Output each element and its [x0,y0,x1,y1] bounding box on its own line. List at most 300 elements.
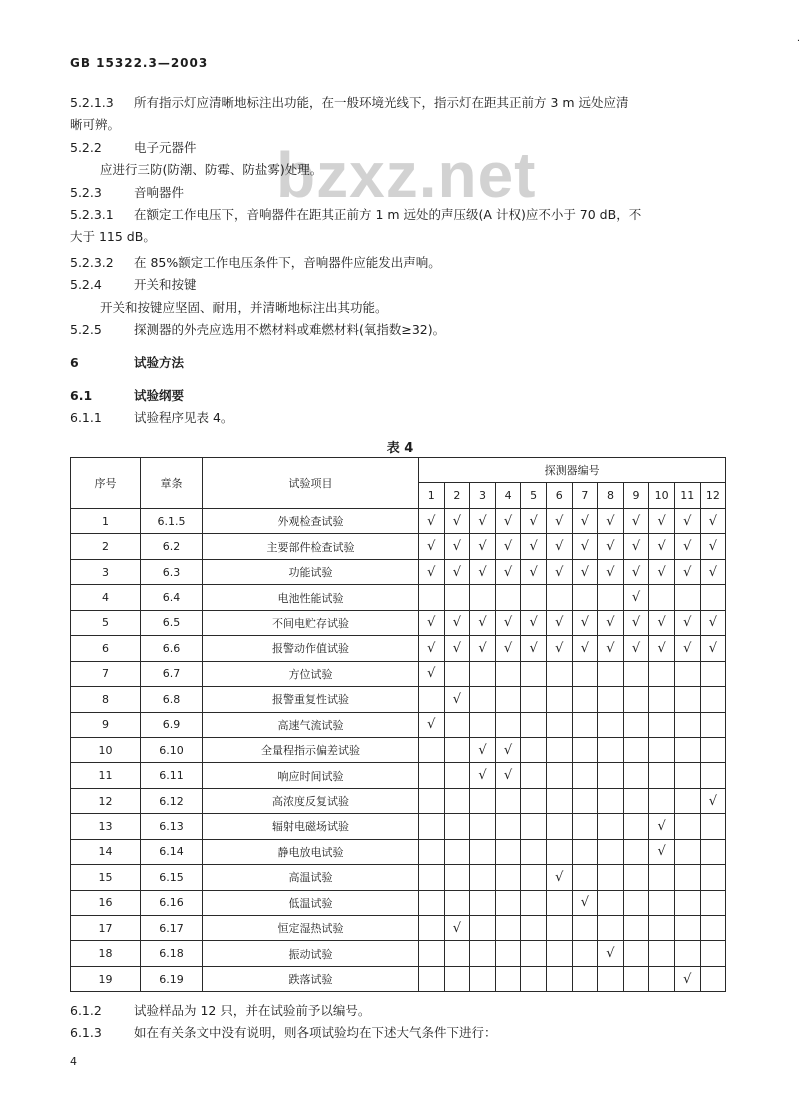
cell-seq: 14 [71,839,141,864]
empty-cell [598,839,624,864]
cell-item: 高温试验 [203,865,419,890]
empty-cell [649,763,675,788]
empty-cell [521,585,547,610]
table-row [71,585,726,610]
table-row [71,636,726,661]
paragraph [70,137,730,159]
empty-cell [521,712,547,737]
empty-cell [623,687,649,712]
cell-clause: 6.14 [141,839,203,864]
cell-seq: 2 [71,534,141,559]
empty-cell [546,839,572,864]
check-mark: √ [521,636,547,661]
table-row [71,916,726,941]
empty-cell [649,585,675,610]
empty-cell [649,941,675,966]
clause-number: 5.2.5 [70,322,102,337]
cell-seq: 12 [71,788,141,813]
test-procedure-table [70,457,726,992]
check-mark: √ [521,534,547,559]
table-row [71,559,726,584]
clause-number: 5.2.3.1 [70,207,114,222]
empty-cell [700,814,726,839]
empty-cell [470,788,496,813]
empty-cell [419,839,445,864]
empty-cell [470,865,496,890]
empty-cell [598,737,624,762]
empty-cell [521,865,547,890]
empty-cell [546,585,572,610]
empty-cell [444,814,470,839]
check-mark: √ [419,712,445,737]
paragraph-text: 晰可辨。 [70,117,121,132]
cell-item: 方位试验 [203,661,419,686]
empty-cell [674,865,700,890]
paragraph-text: 所有指示灯应清晰地标注出功能，在一般环境光线下，指示灯在距其正前方 3 m 远处应清 [134,95,629,110]
detector-number-header: 6 [546,483,572,509]
empty-cell [700,712,726,737]
empty-cell [495,788,521,813]
detector-number-header: 3 [470,483,496,509]
empty-cell [674,712,700,737]
check-mark: √ [598,636,624,661]
check-mark: √ [572,509,598,534]
empty-cell [700,916,726,941]
paragraph-text: 开关和按键应坚固、耐用，并清晰地标注出其功能。 [100,300,388,315]
clause-number: 5.2.4 [70,277,102,292]
check-mark: √ [623,610,649,635]
check-mark: √ [700,509,726,534]
paragraph-text: 如在有关条文中没有说明，则各项试验均在下述大气条件下进行： [134,1025,497,1040]
empty-cell [444,839,470,864]
check-mark: √ [521,610,547,635]
check-mark: √ [674,610,700,635]
empty-cell [649,687,675,712]
cell-clause: 6.9 [141,712,203,737]
empty-cell [649,788,675,813]
paragraph-text: 在 85%额定工作电压条件下，音响器件应能发出声响。 [134,255,441,270]
empty-cell [546,737,572,762]
empty-cell [674,661,700,686]
check-mark: √ [444,687,470,712]
empty-cell [470,661,496,686]
cell-clause: 6.1.5 [141,509,203,534]
empty-cell [649,661,675,686]
check-mark: √ [495,559,521,584]
empty-cell [598,687,624,712]
empty-cell [598,712,624,737]
cell-seq: 9 [71,712,141,737]
check-mark: √ [623,509,649,534]
cell-clause: 6.15 [141,865,203,890]
empty-cell [495,839,521,864]
cell-item: 静电放电试验 [203,839,419,864]
empty-cell [598,890,624,915]
check-mark: √ [419,661,445,686]
check-mark: √ [700,534,726,559]
cell-seq: 8 [71,687,141,712]
cell-seq: 5 [71,610,141,635]
empty-cell [521,839,547,864]
empty-cell [470,814,496,839]
cell-seq: 17 [71,916,141,941]
cell-seq: 4 [71,585,141,610]
empty-cell [700,585,726,610]
paragraph-text: 应进行三防(防潮、防霉、防盐雾)处理。 [100,162,323,177]
table-row [71,712,726,737]
paragraph [70,114,730,136]
check-mark: √ [649,509,675,534]
cell-clause: 6.2 [141,534,203,559]
page-number: 4 [70,1055,77,1068]
empty-cell [546,916,572,941]
cell-clause: 6.11 [141,763,203,788]
table-row [71,534,726,559]
empty-cell [674,941,700,966]
detector-number-header: 1 [419,483,445,509]
empty-cell [598,585,624,610]
check-mark: √ [444,916,470,941]
check-mark: √ [623,585,649,610]
check-mark: √ [419,534,445,559]
empty-cell [470,712,496,737]
empty-cell [521,763,547,788]
check-mark: √ [623,559,649,584]
check-mark: √ [419,610,445,635]
empty-cell [623,737,649,762]
detector-number-header: 5 [521,483,547,509]
empty-cell [572,737,598,762]
paragraph [70,159,760,181]
empty-cell [521,890,547,915]
check-mark: √ [649,814,675,839]
empty-cell [623,763,649,788]
empty-cell [470,916,496,941]
check-mark: √ [649,559,675,584]
empty-cell [674,788,700,813]
clause-number: 5.2.3.2 [70,255,114,270]
empty-cell [521,941,547,966]
check-mark: √ [521,509,547,534]
empty-cell [419,941,445,966]
cell-item: 恒定湿热试验 [203,916,419,941]
empty-cell [674,737,700,762]
paragraph-text: 开关和按键 [134,277,197,292]
empty-cell [495,916,521,941]
cell-clause: 6.13 [141,814,203,839]
detector-number-header: 8 [598,483,624,509]
cell-clause: 6.10 [141,737,203,762]
check-mark: √ [700,610,726,635]
cell-item: 功能试验 [203,559,419,584]
cell-seq: 7 [71,661,141,686]
check-mark: √ [495,763,521,788]
empty-cell [649,890,675,915]
check-mark: √ [419,636,445,661]
empty-cell [598,661,624,686]
check-mark: √ [572,890,598,915]
empty-cell [546,941,572,966]
empty-cell [521,814,547,839]
empty-cell [444,763,470,788]
paragraph [70,204,730,226]
empty-cell [623,839,649,864]
table-row [71,941,726,966]
empty-cell [419,585,445,610]
table-row [71,890,726,915]
cell-seq: 16 [71,890,141,915]
header-seq: 序号 [71,458,141,509]
empty-cell [495,712,521,737]
table-row [71,687,726,712]
header-detector-number: 探测器编号 [419,458,726,483]
empty-cell [495,966,521,991]
check-mark: √ [495,737,521,762]
empty-cell [419,890,445,915]
cell-clause: 6.18 [141,941,203,966]
empty-cell [495,814,521,839]
paragraph [70,297,760,319]
empty-cell [572,839,598,864]
table-row [71,737,726,762]
cell-item: 报警重复性试验 [203,687,419,712]
clause-number: 6.1.2 [70,1003,102,1018]
clause-number: 6.1.3 [70,1025,102,1040]
detector-number-header: 12 [700,483,726,509]
check-mark: √ [572,636,598,661]
cell-seq: 18 [71,941,141,966]
cell-clause: 6.7 [141,661,203,686]
check-mark: √ [649,636,675,661]
empty-cell [572,661,598,686]
check-mark: √ [674,534,700,559]
table-row [71,661,726,686]
cell-item: 低温试验 [203,890,419,915]
paragraph [70,407,730,429]
cell-item: 响应时间试验 [203,763,419,788]
empty-cell [444,661,470,686]
empty-cell [546,763,572,788]
empty-cell [470,890,496,915]
cell-seq: 3 [71,559,141,584]
check-mark: √ [649,534,675,559]
empty-cell [419,737,445,762]
paragraph-text: 电子元器件 [134,140,197,155]
cell-clause: 6.6 [141,636,203,661]
check-mark: √ [495,636,521,661]
empty-cell [546,966,572,991]
empty-cell [623,814,649,839]
check-mark: √ [419,509,445,534]
check-mark: √ [444,610,470,635]
standard-number-header: GB 15322.3—2003 [70,56,209,70]
cell-seq: 6 [71,636,141,661]
empty-cell [546,661,572,686]
empty-cell [700,661,726,686]
empty-cell [521,737,547,762]
empty-cell [470,941,496,966]
empty-cell [495,865,521,890]
corner-mark: · [796,36,800,47]
check-mark: √ [521,559,547,584]
empty-cell [521,687,547,712]
empty-cell [623,966,649,991]
paragraph-text: 试验程序见表 4。 [134,410,234,425]
clause-number: 6.1 [70,388,93,403]
check-mark: √ [546,534,572,559]
empty-cell [495,941,521,966]
cell-item: 主要部件检查试验 [203,534,419,559]
paragraph [70,252,730,274]
paragraph-text: 试验纲要 [134,388,185,403]
empty-cell [623,712,649,737]
empty-cell [598,966,624,991]
empty-cell [444,788,470,813]
cell-item: 高浓度反复试验 [203,788,419,813]
check-mark: √ [546,559,572,584]
empty-cell [470,839,496,864]
empty-cell [674,585,700,610]
header-clause: 章条 [141,458,203,509]
empty-cell [444,737,470,762]
cell-seq: 11 [71,763,141,788]
clause-number: 5.2.2 [70,140,102,155]
check-mark: √ [444,534,470,559]
cell-item: 辐射电磁场试验 [203,814,419,839]
empty-cell [444,941,470,966]
empty-cell [623,788,649,813]
check-mark: √ [623,636,649,661]
empty-cell [572,916,598,941]
cell-seq: 10 [71,737,141,762]
cell-clause: 6.17 [141,916,203,941]
paragraph-text: 在额定工作电压下，音响器件在距其正前方 1 m 远处的声压级(A 计权)应不小于 70 dB，不 [134,207,642,222]
empty-cell [495,687,521,712]
check-mark: √ [470,559,496,584]
empty-cell [470,687,496,712]
empty-cell [572,814,598,839]
paragraph-text: 试验样品为 12 只，并在试验前予以编号。 [134,1003,371,1018]
empty-cell [674,916,700,941]
empty-cell [700,890,726,915]
empty-cell [649,966,675,991]
check-mark: √ [546,865,572,890]
check-mark: √ [674,636,700,661]
detector-number-header: 10 [649,483,675,509]
empty-cell [674,814,700,839]
empty-cell [495,661,521,686]
check-mark: √ [700,636,726,661]
cell-clause: 6.8 [141,687,203,712]
check-mark: √ [444,509,470,534]
empty-cell [649,916,675,941]
cell-item: 全量程指示偏差试验 [203,737,419,762]
empty-cell [623,916,649,941]
empty-cell [444,890,470,915]
cell-clause: 6.5 [141,610,203,635]
empty-cell [521,966,547,991]
empty-cell [649,865,675,890]
cell-seq: 1 [71,509,141,534]
cell-item: 不间电贮存试验 [203,610,419,635]
cell-item: 电池性能试验 [203,585,419,610]
table-row [71,610,726,635]
empty-cell [700,687,726,712]
empty-cell [572,712,598,737]
cell-clause: 6.12 [141,788,203,813]
check-mark: √ [572,610,598,635]
empty-cell [674,839,700,864]
table-row [71,865,726,890]
empty-cell [572,966,598,991]
empty-cell [546,712,572,737]
check-mark: √ [598,941,624,966]
empty-cell [444,966,470,991]
paragraph [70,385,730,407]
check-mark: √ [598,509,624,534]
empty-cell [419,966,445,991]
paragraph-text: 探测器的外壳应选用不燃材料或难燃材料(氧指数≥32)。 [134,322,446,337]
check-mark: √ [470,534,496,559]
empty-cell [572,865,598,890]
check-mark: √ [649,839,675,864]
clause-number: 5.2.1.3 [70,95,114,110]
empty-cell [700,941,726,966]
empty-cell [470,585,496,610]
empty-cell [546,687,572,712]
empty-cell [674,763,700,788]
check-mark: √ [623,534,649,559]
empty-cell [419,788,445,813]
paragraph [70,226,730,248]
check-mark: √ [546,610,572,635]
table-title: 表 4 [386,441,414,456]
paragraph [70,319,730,341]
detector-number-header: 4 [495,483,521,509]
check-mark: √ [470,763,496,788]
table-row [71,509,726,534]
empty-cell [419,687,445,712]
check-mark: √ [495,610,521,635]
check-mark: √ [470,636,496,661]
empty-cell [444,712,470,737]
watermark: bzxz.net [276,139,537,211]
check-mark: √ [495,509,521,534]
empty-cell [700,737,726,762]
empty-cell [546,814,572,839]
check-mark: √ [572,534,598,559]
empty-cell [572,763,598,788]
check-mark: √ [444,636,470,661]
table-row [71,839,726,864]
cell-clause: 6.19 [141,966,203,991]
table-row [71,763,726,788]
empty-cell [623,865,649,890]
detector-number-header: 2 [444,483,470,509]
cell-item: 跌落试验 [203,966,419,991]
empty-cell [521,916,547,941]
empty-cell [495,890,521,915]
empty-cell [444,585,470,610]
check-mark: √ [674,559,700,584]
empty-cell [674,890,700,915]
empty-cell [598,814,624,839]
detector-number-header: 7 [572,483,598,509]
table-row [71,814,726,839]
detector-number-header: 9 [623,483,649,509]
cell-item: 振动试验 [203,941,419,966]
check-mark: √ [470,509,496,534]
